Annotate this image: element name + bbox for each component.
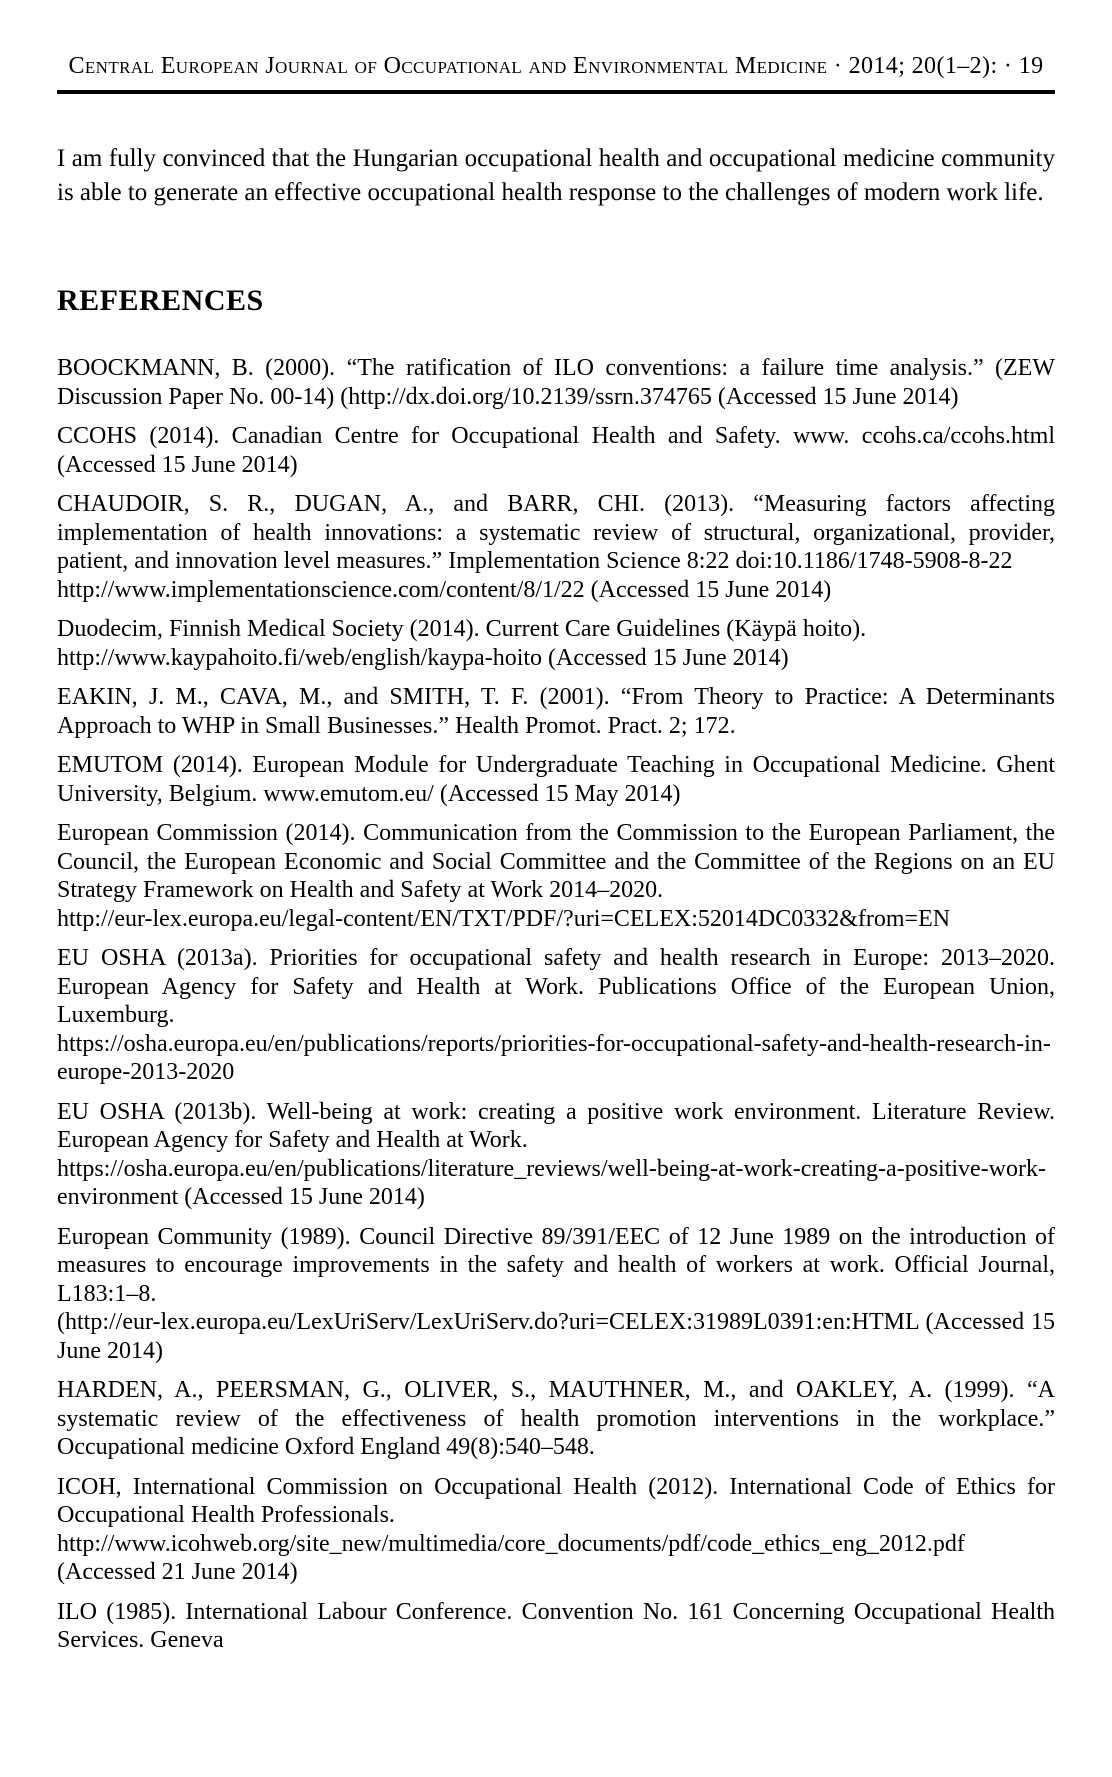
reference-segment: European Community (1989). Council Directive 89/391/EEC of 12 June 1989 on the introduction of measures to encourage improvements in the safety and health of workers at work. Official Journal, L183:1–8. xyxy=(57,1223,1055,1307)
intro-paragraph: I am fully convinced that the Hungarian occupational health and occupational medicine community is able to generate an effective occupational health response to the challenges of modern work life. xyxy=(57,145,1055,206)
reference-segment: CHAUDOIR, S. R., DUGAN, A., and BARR, CHI. (2013). “Measuring factors affecting implementation of health innovations: a systematic review of structural, organizational, provider, patient, and innovation level measures.” Implementation Science 8:22 doi:10.1186/1748-5908-8-22 xyxy=(57,491,1055,574)
reference-segment: BOOCKMANN, B. (2000). “The ratification of ILO conventions: a failure time analysis.” (ZEW Discussion Paper No. 00-14) (http://dx.doi.org/10.2139/ssrn.374765 (Accessed 15 June 2014) xyxy=(57,355,1055,410)
reference-entry xyxy=(57,1473,1055,1587)
reference-segment: https://osha.europa.eu/en/publications/literature_reviews/well-being-at-work-creating-a-positive-work-environment (Accessed 15 June 2014) xyxy=(57,1155,1046,1210)
reference-entry xyxy=(57,1098,1055,1212)
reference-segment: https://osha.europa.eu/en/publications/reports/priorities-for-occupational-safety-and-health-research-in-europe-2013-2020 xyxy=(57,1030,1051,1085)
reference-entry xyxy=(57,1223,1055,1366)
reference-segment: (http://eur-lex.europa.eu/LexUriServ/LexUriServ.do?uri=CELEX:31989L0391:en:HTML (Accessed 15 June 2014) xyxy=(57,1309,1055,1364)
header-rule xyxy=(57,90,1055,94)
reference-segment: EAKIN, J. M., CAVA, M., and SMITH, T. F. (2001). “From Theory to Practice: A Determinants Approach to WHP in Small Businesses.” Health Promot. Pract. 2; 172. xyxy=(57,684,1055,739)
reference-segment: EU OSHA (2013b). Well-being at work: creating a positive work environment. Literature Review. European Agency for Safety and Health at Work. xyxy=(57,1098,1055,1153)
reference-entry xyxy=(57,1376,1055,1462)
reference-segment: EU OSHA (2013a). Priorities for occupational safety and health research in Europe: 2013–2020. European Agency for Safety and Health at Work. Publications Office of the European Union, Luxemburg. xyxy=(57,945,1055,1028)
reference-entry xyxy=(57,1598,1055,1655)
reference-segment: http://eur-lex.europa.eu/legal-content/EN/TXT/PDF/?uri=CELEX:52014DC0332&from=EN xyxy=(57,905,951,932)
reference-segment: CCOHS (2014). Canadian Centre for Occupational Health and Safety. www. ccohs.ca/ccohs.html (Accessed 15 June 2014) xyxy=(57,423,1055,478)
reference-entry xyxy=(57,751,1055,808)
references-list xyxy=(57,354,1055,1655)
reference-entry xyxy=(57,422,1055,479)
reference-entry xyxy=(57,354,1055,411)
reference-segment: ICOH, International Commission on Occupational Health (2012). International Code of Ethics for Occupational Health Professionals. xyxy=(57,1473,1055,1528)
reference-entry xyxy=(57,615,1055,672)
reference-segment: Duodecim, Finnish Medical Society (2014). Current Care Guidelines (Käypä hoito). xyxy=(57,616,867,642)
reference-entry xyxy=(57,944,1055,1087)
journal-header: Central European Journal of Occupational and Environmental Medicine · 2014; 20(1–2): · 19 xyxy=(68,53,1044,79)
reference-segment: EMUTOM (2014). European Module for Undergraduate Teaching in Occupational Medicine. Ghent University, Belgium. www.emutom.eu/ (Accessed 15 May 2014) xyxy=(57,752,1055,807)
reference-segment: HARDEN, A., PEERSMAN, G., OLIVER, S., MAUTHNER, M., and OAKLEY, A. (1999). “A systematic review of the effectiveness of health promotion interventions in the workplace.” Occupational medicine Oxford England 49(8):540–548. xyxy=(57,1377,1055,1460)
document-page xyxy=(0,52,1112,1655)
reference-entry xyxy=(57,819,1055,933)
reference-segment: http://www.implementationscience.com/content/8/1/22 (Accessed 15 June 2014) xyxy=(57,576,832,603)
reference-segment: European Commission (2014). Communication from the Commission to the European Parliament, the Council, the European Economic and Social Committee and the Committee of the Regions on an EU Strategy Framework on Health and Safety at Work 2014–2020. xyxy=(57,820,1055,903)
reference-segment: ILO (1985). International Labour Conference. Convention No. 161 Concerning Occupational Health Services. Geneva xyxy=(57,1598,1055,1653)
reference-entry xyxy=(57,490,1055,604)
reference-segment: http://www.kaypahoito.fi/web/english/kaypa-hoito (Accessed 15 June 2014) xyxy=(57,644,789,671)
reference-segment: (Accessed 21 June 2014) xyxy=(57,1559,298,1585)
reference-segment: http://www.icohweb.org/site_new/multimedia/core_documents/pdf/code_ethics_eng_2012.pdf xyxy=(57,1530,965,1557)
reference-entry xyxy=(57,683,1055,740)
references-heading: REFERENCES xyxy=(57,284,264,317)
